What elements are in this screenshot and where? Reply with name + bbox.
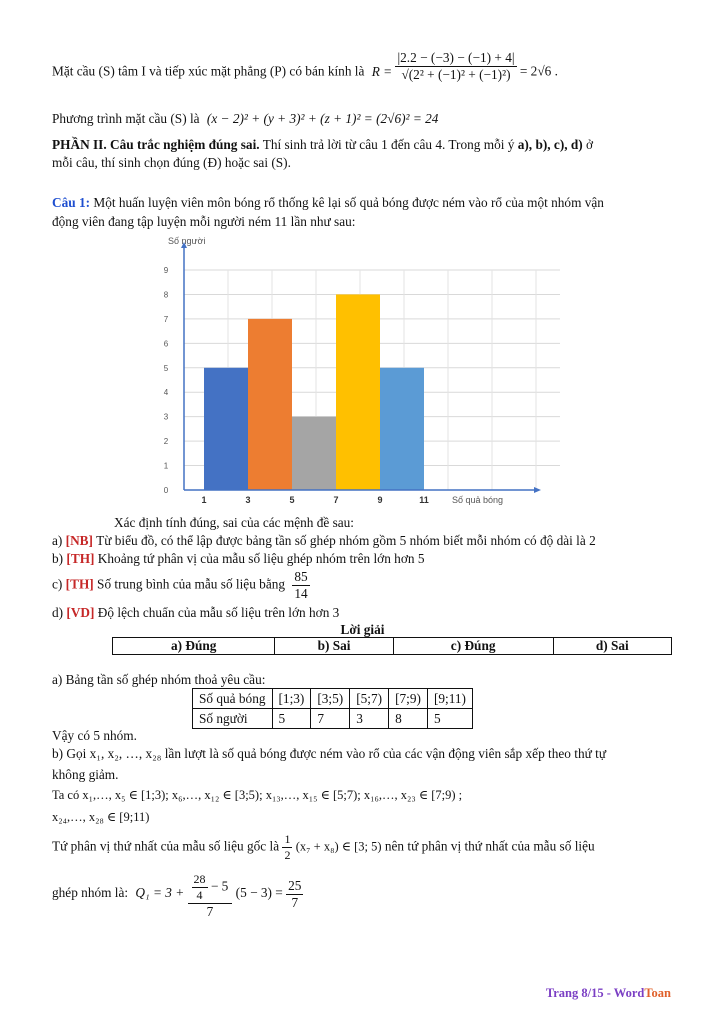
tag-vd: [VD] <box>66 605 95 620</box>
bar-[9;11) <box>380 368 424 490</box>
solution-b-line4: x₂₄,…, x₂₈ ∈ [9;11) <box>52 810 150 824</box>
tag-th-b: [TH] <box>66 551 95 566</box>
question1-line1 <box>52 195 604 211</box>
part2-text1: Thí sinh trả lời từ câu 1 đến câu 4. Trong mỗi ý <box>259 137 518 152</box>
y-tick-label: 4 <box>163 388 169 398</box>
q1-result: $\frac{25}{7}$ <box>288 877 302 910</box>
bar-[1;3) <box>204 368 248 490</box>
statement-c: c) [TH] Số trung bình của mẫu số liệu bằng $\frac{85}{14}$ <box>52 569 308 601</box>
question1-label: Câu 1: <box>52 195 91 210</box>
question1-line2: động viên đang tập luyện mỗi người ném 11 lần như sau: <box>52 214 356 229</box>
frequency-table: Số quả bóng [1;3) [3;5) [5;7) [7;9) [9;11) Số người 5 7 3 8 5 <box>192 688 473 729</box>
answer-b: b) Sai <box>275 638 393 655</box>
radius-text: Mặt cầu (S) tâm I và tiếp xúc mặt phẳng (P) có bán kính là <box>52 63 365 79</box>
solution-b-quartile: Tứ phân vị thứ nhất của mẫu số liệu gốc là $\frac{1}{2}$ (x₇ + x₈) ∈ [3; 5) nên tứ phân vị thứ nhất của mẫu số liệu <box>52 832 595 862</box>
x-tick-label: 9 <box>377 495 383 505</box>
tag-nb: [NB] <box>65 533 93 548</box>
bar-[3;5) <box>248 319 292 490</box>
part2-line2: mỗi câu, thí sinh chọn đúng (Đ) hoặc sai (S). <box>52 155 291 170</box>
x-tick-label: 5 <box>289 495 295 505</box>
radius-result: = 2√6 . <box>519 63 558 79</box>
freq-count-label: Số người <box>193 709 273 729</box>
answer-table <box>112 637 672 655</box>
half-fraction: $\frac{1}{2}$ <box>284 832 291 862</box>
radius-line <box>52 50 558 83</box>
mean-fraction: $\frac{85}{14}$ <box>294 569 308 601</box>
y-tick-label: 2 <box>163 437 169 447</box>
radius-symbol: R = <box>371 63 393 79</box>
bar-[7;9) <box>336 294 380 490</box>
solution-b-line3: Ta có x₁,…, x₅ ∈ [1;3); x₆,…, x₁₂ ∈ [3;5); x₁₃,…, x₁₅ ∈ [5;7); x₁₆,…, x₂₃ ∈ [7;9) ; <box>52 788 463 802</box>
y-tick-label: 8 <box>163 290 169 300</box>
solution-b-line1: b) Gọi x₁, x₂, …, x₂₈ lần lượt là số quả bóng được ném vào rổ của các vận động viên sắp xếp theo thứ tự <box>52 746 607 761</box>
part2-options: a), b), c), d) <box>517 137 583 152</box>
sphere-eq: (x − 2)² + (y + 3)² + (z + 1)² = (2√6)² = 24 <box>206 111 439 126</box>
y-tick-label: 3 <box>163 412 169 422</box>
question1-text1: Một huấn luyện viên môn bóng rổ thống kê lại số quả bóng được ném vào rổ của một nhóm vận <box>90 195 604 210</box>
q1-fraction: $\frac{28}{4}$ − 5 7 <box>188 872 233 920</box>
y-tick-label: 0 <box>163 486 169 495</box>
solution-title: Lời giải <box>340 622 385 637</box>
solution-a-conclusion: Vậy có 5 nhóm. <box>52 728 137 743</box>
y-tick-label: 1 <box>163 461 169 471</box>
statement-d: d) [VD] Độ lệch chuẩn của mẫu số liệu trên lớn hơn 3 <box>52 605 340 620</box>
tag-th-c: [TH] <box>65 576 94 592</box>
intro-line: Xác định tính đúng, sai của các mệnh đề sau: <box>114 515 355 530</box>
radius-fraction <box>395 50 516 83</box>
statement-a: a) [NB] Từ biểu đồ, có thể lập được bảng tần số ghép nhóm gồm 5 nhóm biết mỗi nhóm có độ dài là 2 <box>52 533 596 548</box>
x-tick-label: 11 <box>419 495 429 505</box>
x-axis-label: Số quả bóng <box>452 495 504 505</box>
answer-d: d) Sai <box>553 638 671 655</box>
radius-denominator: √(2² + (−1)² + (−1)²) <box>401 67 511 82</box>
freq-header: Số quả bóng <box>193 689 273 709</box>
y-tick-label: 5 <box>163 363 169 373</box>
y-axis-label: Số người <box>168 236 206 246</box>
y-tick-label: 7 <box>163 314 169 324</box>
x-tick-label: 7 <box>333 495 339 505</box>
radius-numerator: |2.2 − (−3) − (−1) + 4| <box>397 50 515 65</box>
bar-[5;7) <box>292 417 336 490</box>
x-axis-arrow <box>534 487 541 493</box>
solution-a: a) Bảng tần số ghép nhóm thoả yêu cầu: <box>52 672 266 687</box>
sphere-eq-text: Phương trình mặt cầu (S) là <box>52 111 200 126</box>
statement-b: b) [TH] Khoảng tứ phân vị của mẫu số liệu ghép nhóm trên lớn hơn 5 <box>52 551 425 566</box>
x-tick-label: 1 <box>201 495 207 505</box>
x-tick-label: 3 <box>245 495 251 505</box>
sphere-equation-line <box>52 111 438 127</box>
solution-b-q1: ghép nhóm là: Q₁ = 3 + $\frac{28}{4}$ − 5 7 (5 − 3) = $\frac{25}{7}$ <box>52 872 302 919</box>
answer-a: a) Đúng <box>113 638 275 655</box>
page-footer: Trang 8/15 - WordToan <box>545 986 671 1000</box>
bar-chart <box>150 232 570 512</box>
part2-text2: ở <box>582 137 594 152</box>
part2-heading: PHẦN II. Câu trắc nghiệm đúng sai. <box>52 137 260 152</box>
answer-c: c) Đúng <box>393 638 553 655</box>
solution-b-line2: không giảm. <box>52 767 119 782</box>
y-tick-label: 9 <box>163 266 169 275</box>
y-tick-label: 6 <box>163 339 169 349</box>
part2-line1 <box>52 137 593 153</box>
